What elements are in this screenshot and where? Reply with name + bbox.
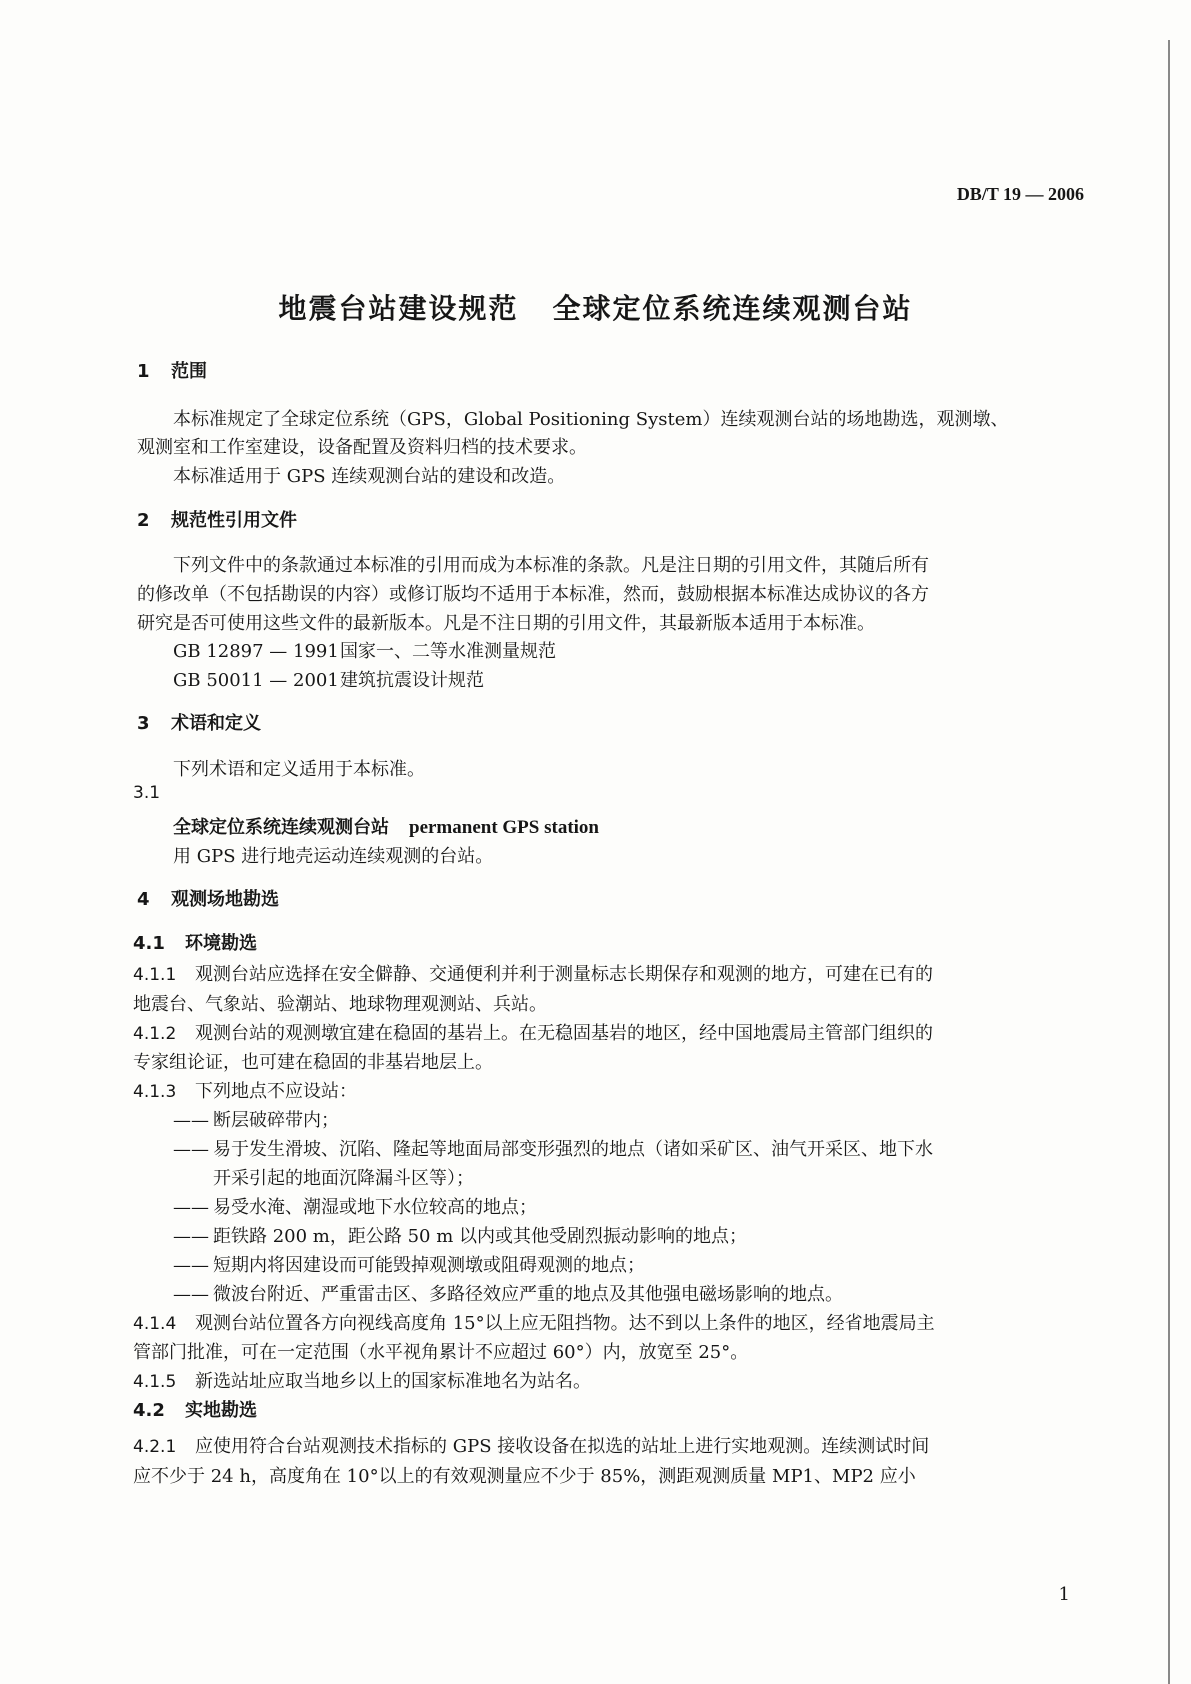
reference-2 — [173, 666, 484, 692]
s1-paragraph-2: 本标准适用于 GPS 连续观测台站的建设和改造。 — [173, 466, 566, 487]
page-number: 1 — [1058, 1584, 1070, 1605]
clause-text: 新选站址应取当地乡以上的国家标准地名为站名。 — [195, 1371, 591, 1392]
clause-4-1-2-line-1 — [133, 1019, 933, 1045]
list-item-continuation: 开采引起的地面沉降漏斗区等）； — [213, 1168, 474, 1189]
section-title: 术语和定义 — [171, 713, 261, 734]
clause-4-1-2-line-2: 专家组论证，也可建在稳固的非基岩地层上。 — [133, 1052, 493, 1073]
s2-paragraph-line-1: 下列文件中的条款通过本标准的引用而成为本标准的条款。凡是注日期的引用文件，其随后所有 — [173, 555, 929, 576]
list-item-text: 断层破碎带内； — [213, 1110, 339, 1131]
clause-4-1-5 — [133, 1367, 591, 1393]
list-item — [173, 1193, 537, 1219]
clause-text: 下列地点不应设站： — [195, 1081, 357, 1102]
list-item — [173, 1251, 645, 1277]
clause-4-2-1-line-1 — [133, 1432, 929, 1458]
clause-4-1-1-line-1 — [133, 960, 933, 986]
section-2-heading — [137, 506, 297, 532]
section-number: 3 — [137, 713, 150, 734]
list-item — [173, 1222, 747, 1248]
list-item-text: 距铁路 200 m，距公路 50 m 以内或其他受剧烈振动影响的地点； — [213, 1226, 748, 1247]
clause-3-1-number: 3.1 — [133, 783, 161, 803]
list-item-text: 短期内将因建设而可能毁掉观测墩或阻碍观测的地点； — [213, 1255, 645, 1276]
section-number: 4 — [137, 889, 150, 910]
list-item — [173, 1135, 933, 1161]
clause-4-2-1-line-2: 应不少于 24 h，高度角在 10°以上的有效观测量应不少于 85%，测距观测质量 MP1、MP2 应小 — [133, 1466, 916, 1487]
clause-number: 4.1.5 — [133, 1372, 177, 1392]
dash-marker: —— — [173, 1226, 209, 1247]
s2-paragraph-line-2: 的修改单（不包括勘误的内容）或修订版均不适用于本标准，然而，鼓励根据本标准达成协议的各方 — [137, 584, 929, 605]
section-title: 范围 — [171, 361, 207, 382]
section-1-heading — [137, 357, 207, 383]
clause-number: 4.2.1 — [133, 1437, 177, 1457]
clause-text: 观测台站的观测墩宜建在稳固的基岩上。在无稳固基岩的地区，经中国地震局主管部门组织的 — [195, 1023, 933, 1044]
reference-code: GB 12897 — 1991 — [173, 641, 339, 662]
clause-4-1-4-line-2: 管部门批准，可在一定范围（水平视角累计不应超过 60°）内，放宽至 25°。 — [133, 1342, 749, 1363]
clause-number: 4.1.1 — [133, 965, 177, 985]
section-3-heading — [137, 709, 261, 735]
subsection-4-1-heading — [133, 929, 257, 955]
section-4-heading — [137, 885, 279, 911]
page-title — [0, 287, 1191, 327]
term-english: permanent GPS station — [409, 817, 599, 838]
section-title: 观测场地勘选 — [171, 889, 279, 910]
clause-number: 4.1.3 — [133, 1082, 177, 1102]
term-entry — [173, 813, 599, 839]
reference-title: 建筑抗震设计规范 — [340, 670, 484, 691]
clause-number: 4.1.2 — [133, 1024, 177, 1044]
clause-4-1-4-line-1 — [133, 1309, 935, 1335]
reference-title: 国家一、二等水准测量规范 — [340, 641, 556, 662]
subsection-number: 4.2 — [133, 1400, 165, 1421]
list-item — [173, 1106, 339, 1132]
clause-text: 观测台站位置各方向视线高度角 15°以上应无阻挡物。达不到以上条件的地区，经省地震局主 — [195, 1313, 935, 1334]
section-title: 规范性引用文件 — [171, 510, 297, 531]
dash-marker: —— — [173, 1110, 209, 1131]
s1-paragraph-1-line-2: 观测室和工作室建设，设备配置及资料归档的技术要求。 — [137, 437, 587, 458]
term-definition: 用 GPS 进行地壳运动连续观测的台站。 — [173, 846, 494, 867]
s3-intro: 下列术语和定义适用于本标准。 — [173, 759, 425, 780]
s1-paragraph-1-line-1: 本标准规定了全球定位系统（GPS，Global Positioning System）连续观测台站的场地勘选，观测墩、 — [173, 409, 1009, 430]
clause-text: 应使用符合台站观测技术指标的 GPS 接收设备在拟选的站址上进行实地观测。连续测试时间 — [195, 1436, 930, 1457]
reference-1 — [173, 637, 556, 663]
clause-text: 观测台站应选择在安全僻静、交通便利并利于测量标志长期保存和观测的地方，可建在已有的 — [195, 964, 933, 985]
clause-4-1-3-line-1 — [133, 1077, 357, 1103]
subsection-4-2-heading — [133, 1396, 257, 1422]
list-item-text: 易受水淹、潮湿或地下水位较高的地点； — [213, 1197, 537, 1218]
clause-4-1-1-line-2: 地震台、气象站、验潮站、地球物理观测站、兵站。 — [133, 994, 547, 1015]
reference-code: GB 50011 — 2001 — [173, 670, 339, 691]
title-part-2: 全球定位系统连续观测台站 — [552, 292, 913, 325]
title-part-1: 地震台站建设规范 — [278, 292, 519, 325]
term-chinese: 全球定位系统连续观测台站 — [173, 817, 389, 838]
subsection-number: 4.1 — [133, 933, 165, 954]
list-item-text: 易于发生滑坡、沉陷、隆起等地面局部变形强烈的地点（诸如采矿区、油气开采区、地下水 — [213, 1139, 933, 1160]
subsection-title: 环境勘选 — [185, 933, 257, 954]
clause-number: 4.1.4 — [133, 1314, 177, 1334]
section-number: 2 — [137, 510, 150, 531]
dash-marker: —— — [173, 1197, 209, 1218]
dash-marker: —— — [173, 1255, 209, 1276]
s2-paragraph-line-3: 研究是否可使用这些文件的最新版本。凡是不注日期的引用文件，其最新版本适用于本标准。 — [137, 613, 875, 634]
dash-marker: —— — [173, 1284, 209, 1305]
dash-marker: —— — [173, 1139, 209, 1160]
section-number: 1 — [137, 361, 150, 382]
list-item — [173, 1280, 843, 1306]
subsection-title: 实地勘选 — [185, 1400, 257, 1421]
list-item-text: 微波台附近、严重雷击区、多路径效应严重的地点及其他强电磁场影响的地点。 — [213, 1284, 843, 1305]
standard-code: DB/T 19 — 2006 — [956, 184, 1084, 204]
